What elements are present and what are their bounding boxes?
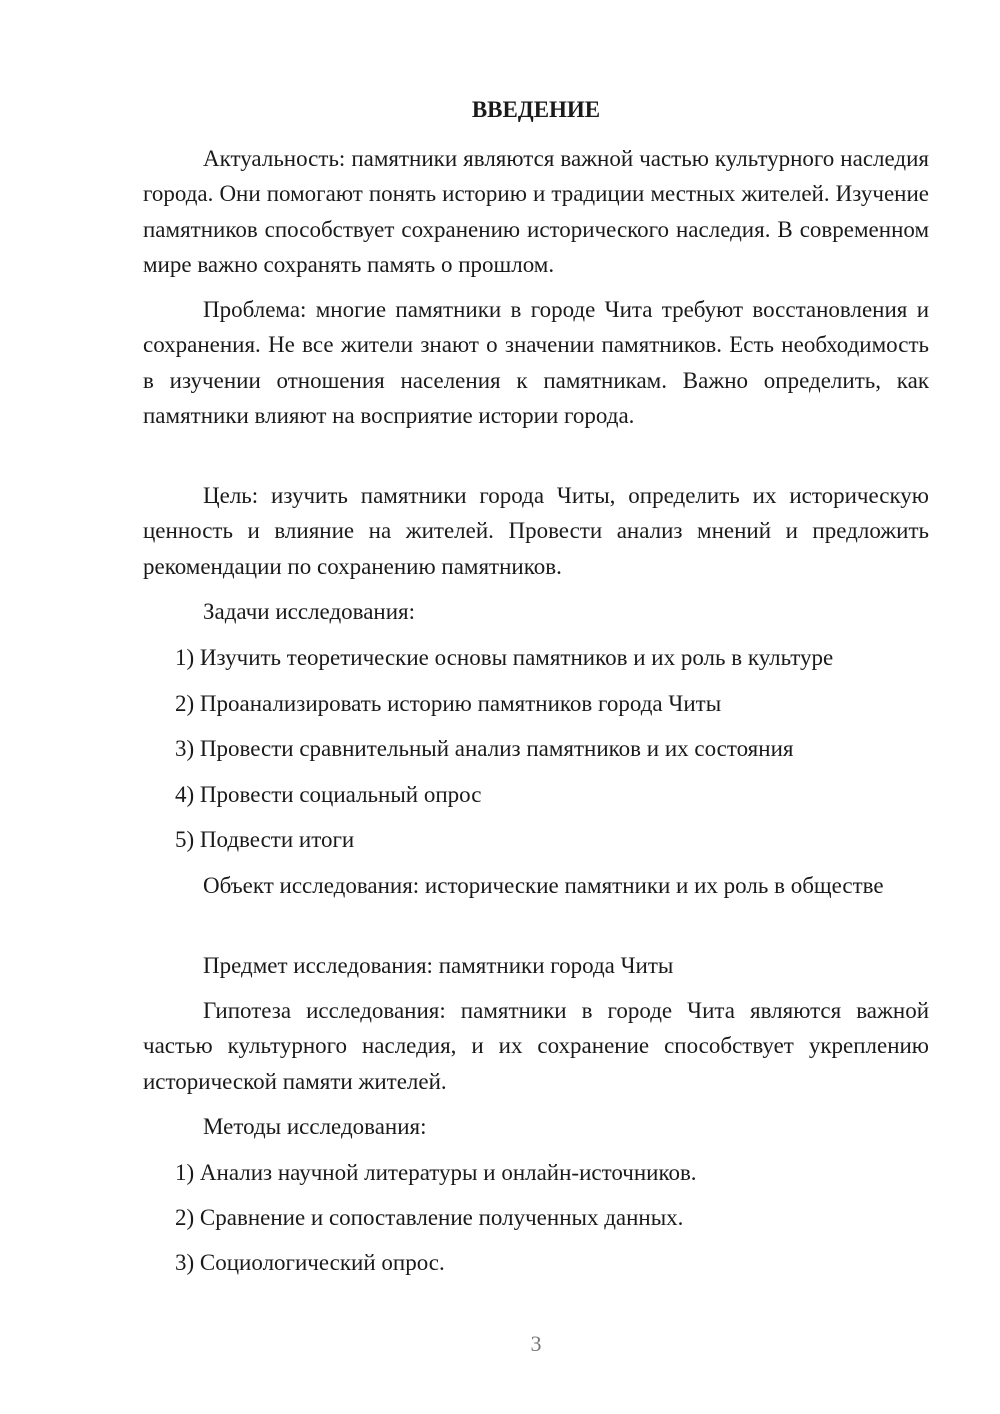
page-title: ВВЕДЕНИЕ	[471, 97, 601, 122]
method-item: 1) Анализ научной литературы и онлайн-источников.	[175, 1160, 697, 1185]
relevance-paragraph: Актуальность: памятники являются важной частью культурного наследия города. Они помогают понять историю и традиции местных жителей. Изучение памятников способствует сохранению исторического наследия. В современном мире важно сохранять память о прошлом.	[143, 146, 929, 277]
goal-paragraph: Цель: изучить памятники города Читы, определить их историческую ценность и влияние на жителей. Провести анализ мнений и предложить рекомендации по сохранению памятников.	[143, 483, 929, 579]
task-item: 5) Подвести итоги	[175, 827, 355, 852]
methods-heading: Методы исследования:	[203, 1114, 427, 1139]
subject-paragraph: Предмет исследования: памятники города Читы	[203, 953, 674, 978]
task-item: 1) Изучить теоретические основы памятников и их роль в культуре	[175, 645, 834, 670]
method-item: 2) Сравнение и сопоставление полученных данных.	[175, 1205, 684, 1230]
task-item: 3) Провести сравнительный анализ памятников и их состояния	[175, 736, 794, 761]
page-number: 3	[530, 1331, 542, 1356]
tasks-heading: Задачи исследования:	[203, 599, 416, 624]
hypothesis-paragraph: Гипотеза исследования: памятники в городе Чита являются важной частью культурного наследия, и их сохранение способствует укреплению исторической памяти жителей.	[143, 998, 929, 1094]
method-item: 3) Социологический опрос.	[175, 1250, 445, 1275]
problem-paragraph: Проблема: многие памятники в городе Чита требуют восстановления и сохранения. Не все жители знают о значении памятников. Есть необходимость в изучении отношения населения к памятникам. Важно определить, как памятники влияют на восприятие истории города.	[143, 297, 929, 428]
task-item: 2) Проанализировать историю памятников города Читы	[175, 691, 722, 716]
document-page	[143, 0, 929, 1414]
task-item: 4) Провести социальный опрос	[175, 782, 482, 807]
object-paragraph: Объект исследования: исторические памятники и их роль в обществе	[203, 873, 884, 898]
